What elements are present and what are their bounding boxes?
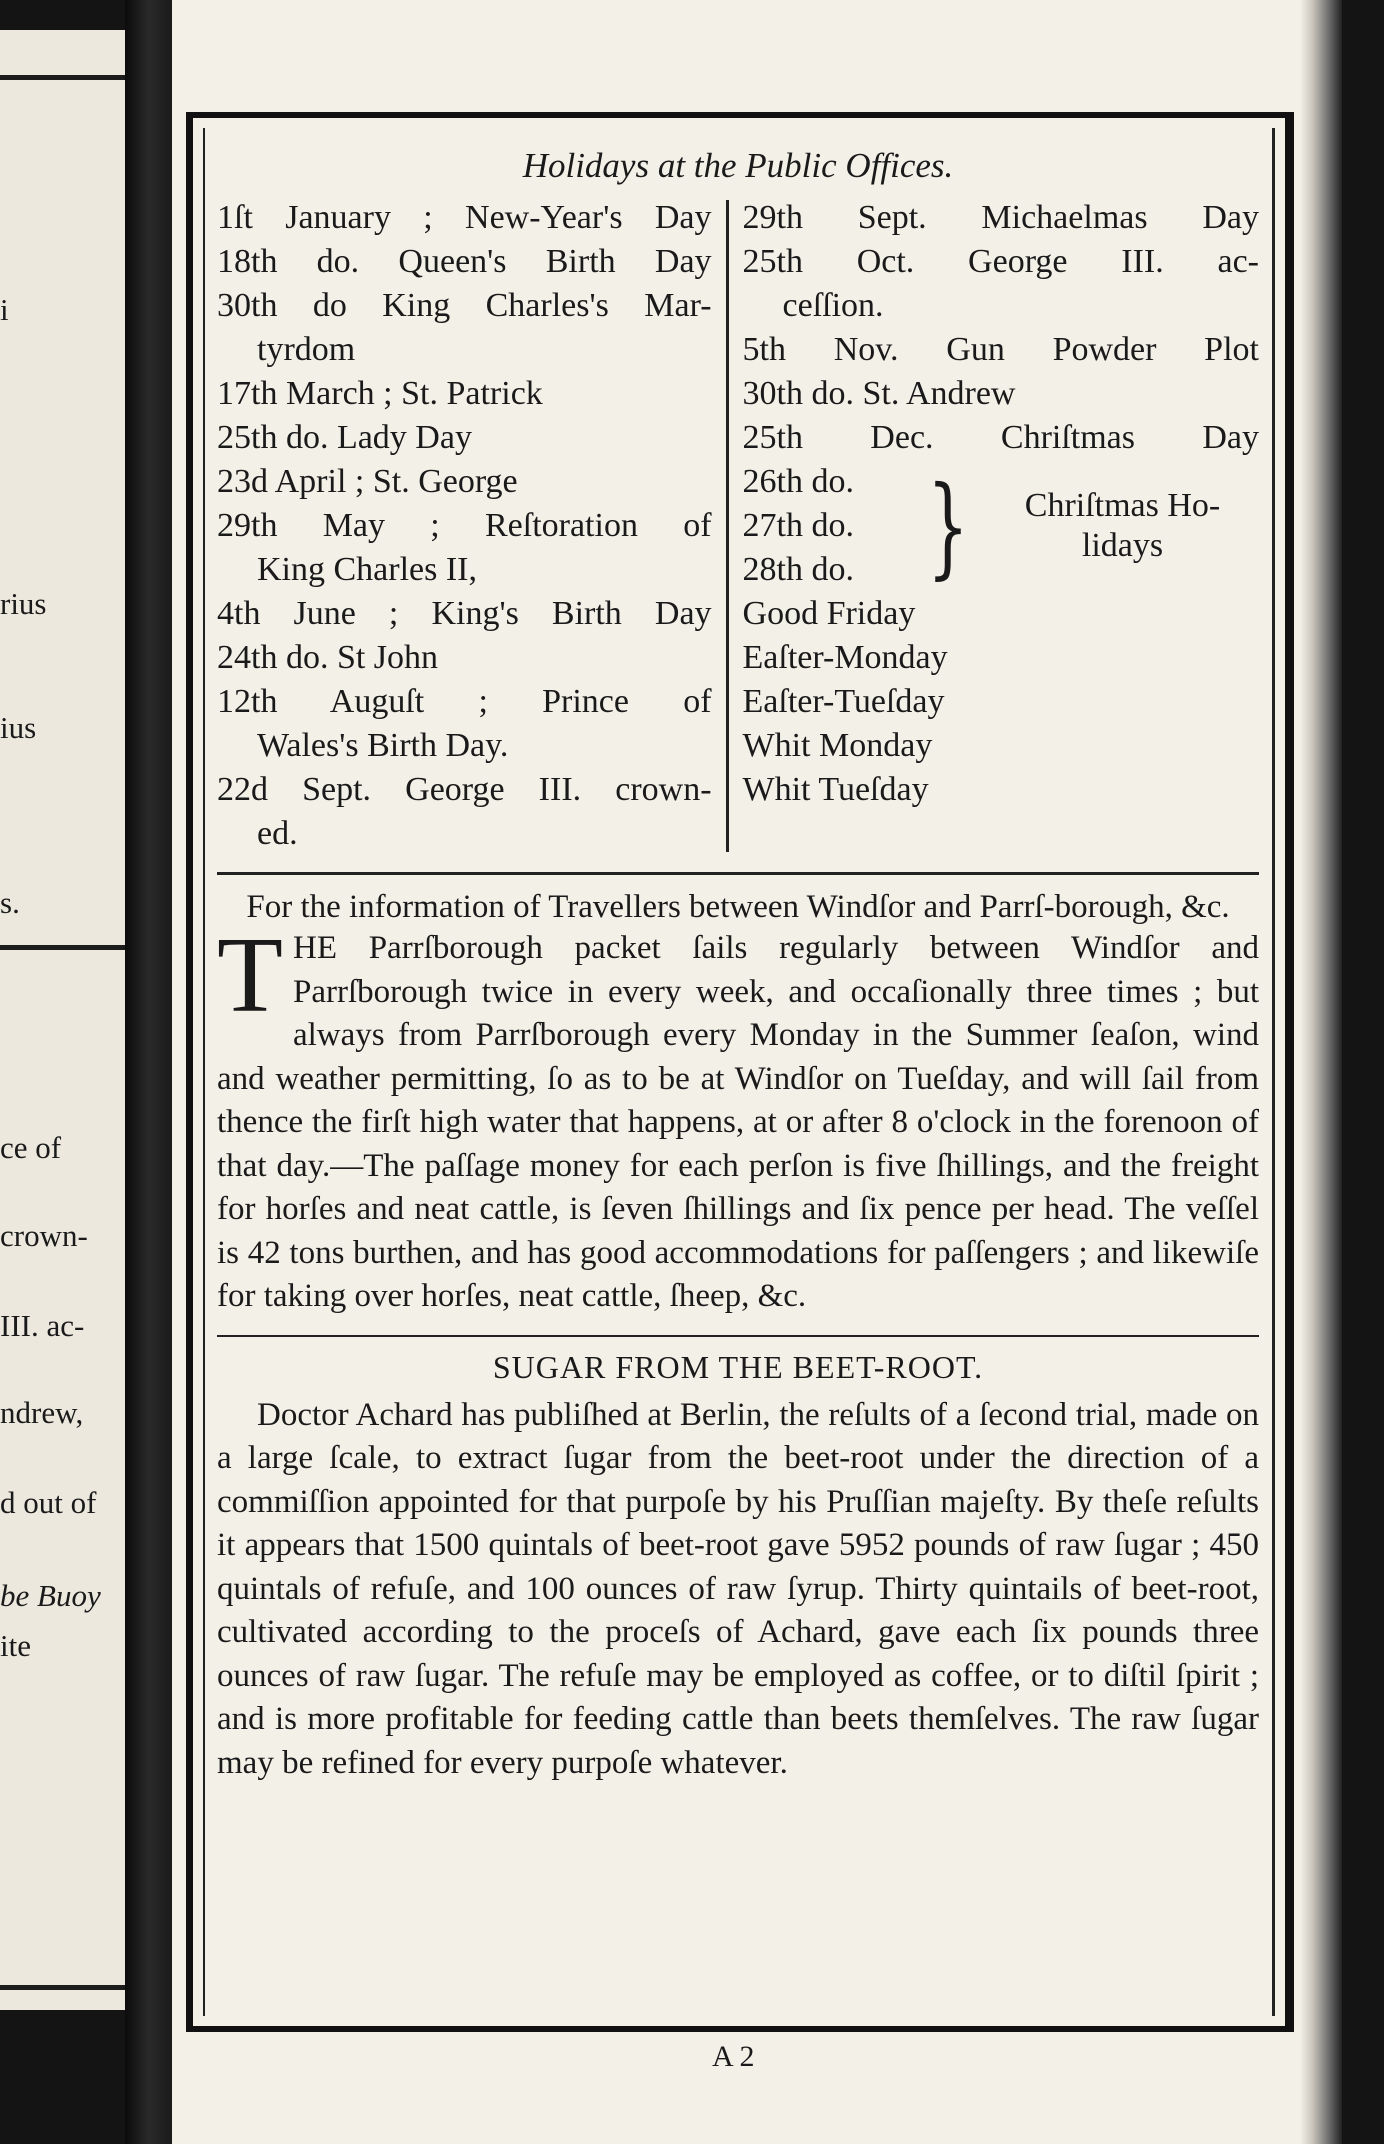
holiday-line: 26th do. — [742, 463, 854, 500]
left-fragment: crown- — [0, 1218, 88, 1253]
holiday-line: King Charles II, — [257, 551, 478, 588]
holiday-line: 28th do. — [742, 551, 854, 588]
holiday-line: 22d Sept. George III. crown- — [217, 771, 712, 808]
left-page-fragment — [0, 30, 125, 2010]
holiday-line: ceſſion. — [782, 287, 884, 324]
holiday-line: ed. — [257, 815, 298, 852]
holiday-line: 12th Auguſt ; Prince of — [217, 683, 712, 720]
holiday-line: 23d April ; St. George — [217, 463, 518, 500]
section-rule — [217, 1335, 1259, 1337]
christmas-holidays-group — [743, 460, 1259, 592]
left-page-rule — [0, 1985, 125, 1990]
holiday-line: 27th do. — [742, 507, 854, 544]
holiday-line: 30th do King Charles's Mar- — [217, 287, 712, 324]
holiday-line: Eaſter-Tueſday — [742, 683, 945, 720]
page-signature: A 2 — [712, 2040, 755, 2073]
page-content — [217, 146, 1259, 1785]
left-fragment: ndrew, — [0, 1395, 84, 1430]
left-fragment: rius — [0, 586, 47, 621]
sugar-body: Doctor Achard has publiſhed at Berlin, the reſults of a ſecond trial, made on a large ſcale, to extract ſugar from the beet-root under the direction of a commiſſion appointed for that purpoſe by his Pruſſian majeſty. By theſe reſults it appears that 1500 quintals of beet-root gave 5952 pounds of raw ſugar ; 450 quintals of refuſe, and 100 ounces of raw ſyrup. Thirty quintails of beet-root, cultivated according to the proceſs of Achard, gave each ſix pounds three ounces of raw ſugar. The refuſe may be employed as coffee, or to diſtil ſpirit ; and is more profitable for feeding cattle than beets themſelves. The raw ſugar may be refined for every purpoſe whatever. — [217, 1396, 1259, 1781]
holiday-line: 25th Dec. Chriſtmas Day — [742, 419, 1259, 456]
holiday-line: 18th do. Queen's Birth Day — [217, 243, 712, 280]
left-fragment: s. — [0, 885, 20, 920]
left-fragment: III. ac- — [0, 1308, 85, 1343]
holidays-right-column — [729, 196, 1259, 856]
holidays-table — [217, 196, 1259, 856]
left-fragment: ite — [0, 1628, 31, 1663]
holiday-line: 29th Sept. Michaelmas Day — [742, 199, 1259, 236]
holiday-line: 5th Nov. Gun Powder Plot — [742, 331, 1259, 368]
holiday-line: 24th do. St John — [217, 639, 439, 676]
holiday-line: 30th do. St. Andrew — [742, 375, 1016, 412]
section-rule — [217, 872, 1259, 875]
holiday-line: 1ſt January ; New-Year's Day — [217, 199, 712, 236]
left-fragment: i — [0, 292, 9, 327]
christmas-holidays-label: Chriſtmas Ho-lidays — [1024, 487, 1221, 564]
holiday-line: 25th Oct. George III. ac- — [742, 243, 1259, 280]
page-border — [186, 112, 1294, 2032]
left-fragment: ius — [0, 710, 37, 745]
almanac-page — [172, 0, 1342, 2144]
holiday-line: Whit Tueſday — [742, 771, 929, 808]
holidays-title: Holidays at the Public Offices. — [522, 146, 954, 185]
holiday-line: Eaſter-Monday — [742, 639, 948, 676]
travellers-heading: For the information of Travellers between Windſor and Parrſ-borough, &c. — [246, 889, 1230, 925]
holiday-line: Good Friday — [742, 595, 916, 632]
holidays-left-column — [217, 196, 726, 856]
holiday-line: Whit Monday — [742, 727, 933, 764]
holiday-line: 17th March ; St. Patrick — [217, 375, 543, 412]
left-page-rule — [0, 945, 125, 950]
holiday-line: 29th May ; Reſtoration of — [217, 507, 712, 544]
page-edge — [1300, 0, 1342, 2144]
travellers-notice — [217, 916, 1259, 1319]
left-fragment: ce of — [0, 1130, 62, 1165]
left-page-rule — [0, 75, 125, 80]
holiday-line: Wales's Birth Day. — [257, 727, 509, 764]
curly-brace: } — [926, 462, 969, 590]
drop-cap: T — [217, 916, 283, 1035]
travellers-body: HE Parrſborough packet ſails regularly between Windſor and Parrſborough twice in every week, and occaſionally three times ; but always from Parrſborough every Monday in the Summer ſeaſon, wind and weather permitting, ſo as to be at Windſor on Tueſday, and will ſail from thence the firſt high water that happens, at or after 8 o'clock in the forenoon of that day.—The paſſage money for each perſon is five ſhillings, and the freight for horſes and neat cattle, is ſeven ſhillings and ſix pence per head. The veſſel is 42 tons burthen, and has good accommodations for paſſengers ; and likewiſe for taking over horſes, neat cattle, ſheep, &c. — [217, 930, 1259, 1314]
holiday-line: tyrdom — [257, 331, 356, 368]
left-fragment: be Buoy — [0, 1578, 101, 1613]
holiday-line: 4th June ; King's Birth Day — [217, 595, 712, 632]
christmas-dates — [743, 460, 943, 592]
sugar-heading: SUGAR FROM THE BEET-ROOT. — [492, 1348, 984, 1385]
holiday-line: 25th do. Lady Day — [217, 419, 472, 456]
left-fragment: d out of — [0, 1485, 97, 1520]
